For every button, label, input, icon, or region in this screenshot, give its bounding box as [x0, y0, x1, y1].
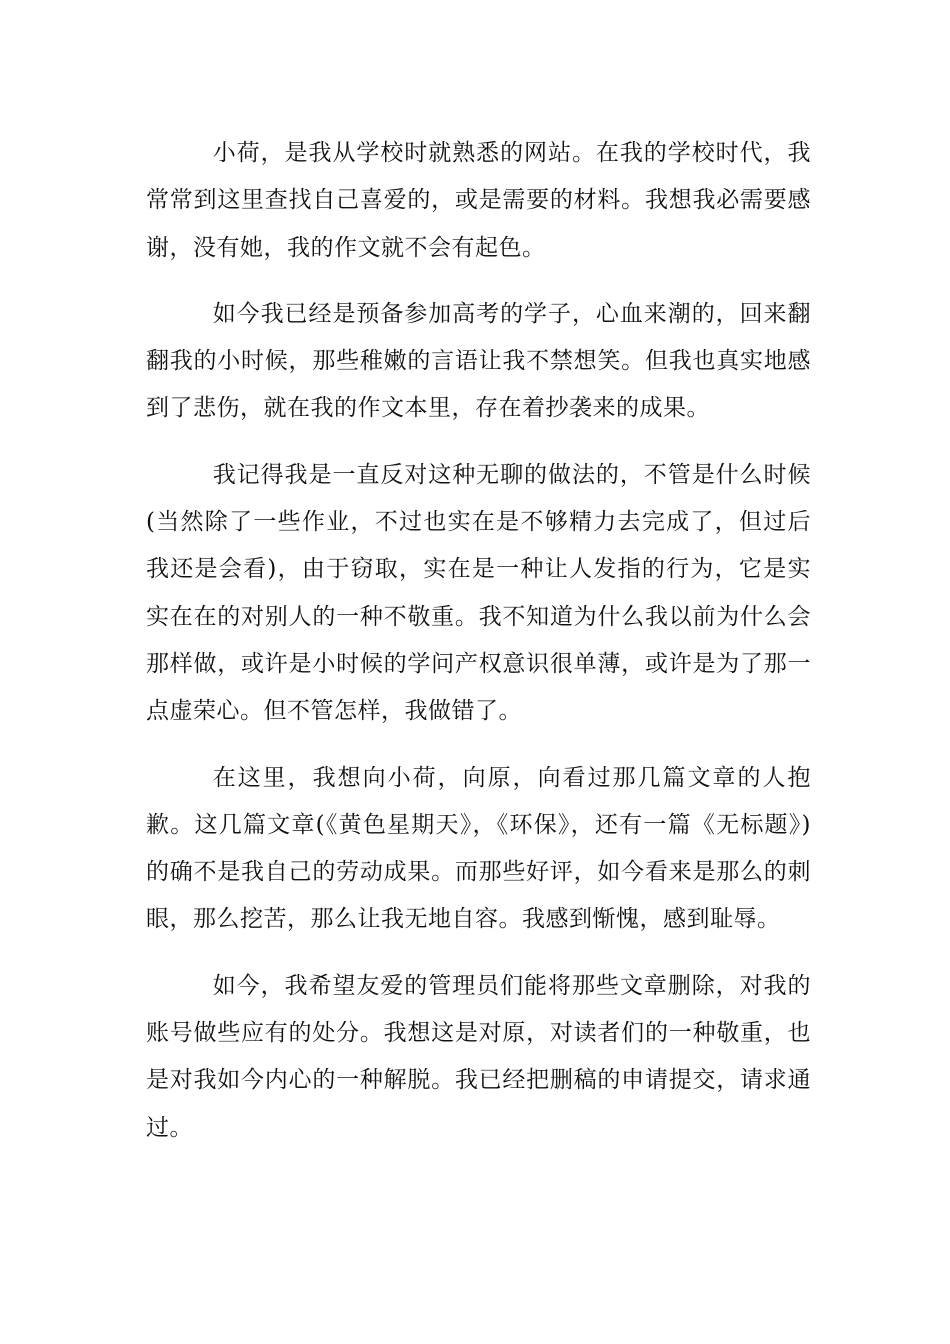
paragraph-3: 我记得我是一直反对这种无聊的做法的，不管是什么时候(当然除了一些作业，不过也实在是不够精力去完成了，但过后我还是会看)，由于窃取，实在是一种让人发指的行为，它是实实在在的对别人的一种不敬重。我不知道为什么我以前为什么会那样做，或许是小时候的学问产权意识很单薄，或许是为了那一点虚荣心。但不管怎样，我做错了。	[146, 461, 811, 725]
paragraph-1: 小荷，是我从学校时就熟悉的网站。在我的学校时代，我常常到这里查找自己喜爱的，或是需要的材料。我想我必需要感谢，没有她，我的作文就不会有起色。	[146, 140, 811, 261]
paragraph-4: 在这里，我想向小荷，向原，向看过那几篇文章的人抱歉。这几篇文章(《黄色星期天》，《环保》，还有一篇《无标题》)的确不是我自己的劳动成果。而那些好评，如今看来是那么的刺眼，那么挖苦，那么让我无地自容。我感到惭愧，感到耻辱。	[146, 764, 811, 933]
document-body	[146, 130, 811, 1152]
paragraph-5: 如今，我希望友爱的管理员们能将那些文章删除，对我的账号做些应有的处分。我想这是对原，对读者们的一种敬重，也是对我如今内心的一种解脱。我已经把删稿的申请提交，请求通过。	[146, 972, 811, 1141]
paragraph-2: 如今我已经是预备参加高考的学子，心血来潮的，回来翻翻我的小时候，那些稚嫩的言语让我不禁想笑。但我也真实地感到了悲伤，就在我的作文本里，存在着抄袭来的成果。	[146, 300, 811, 422]
